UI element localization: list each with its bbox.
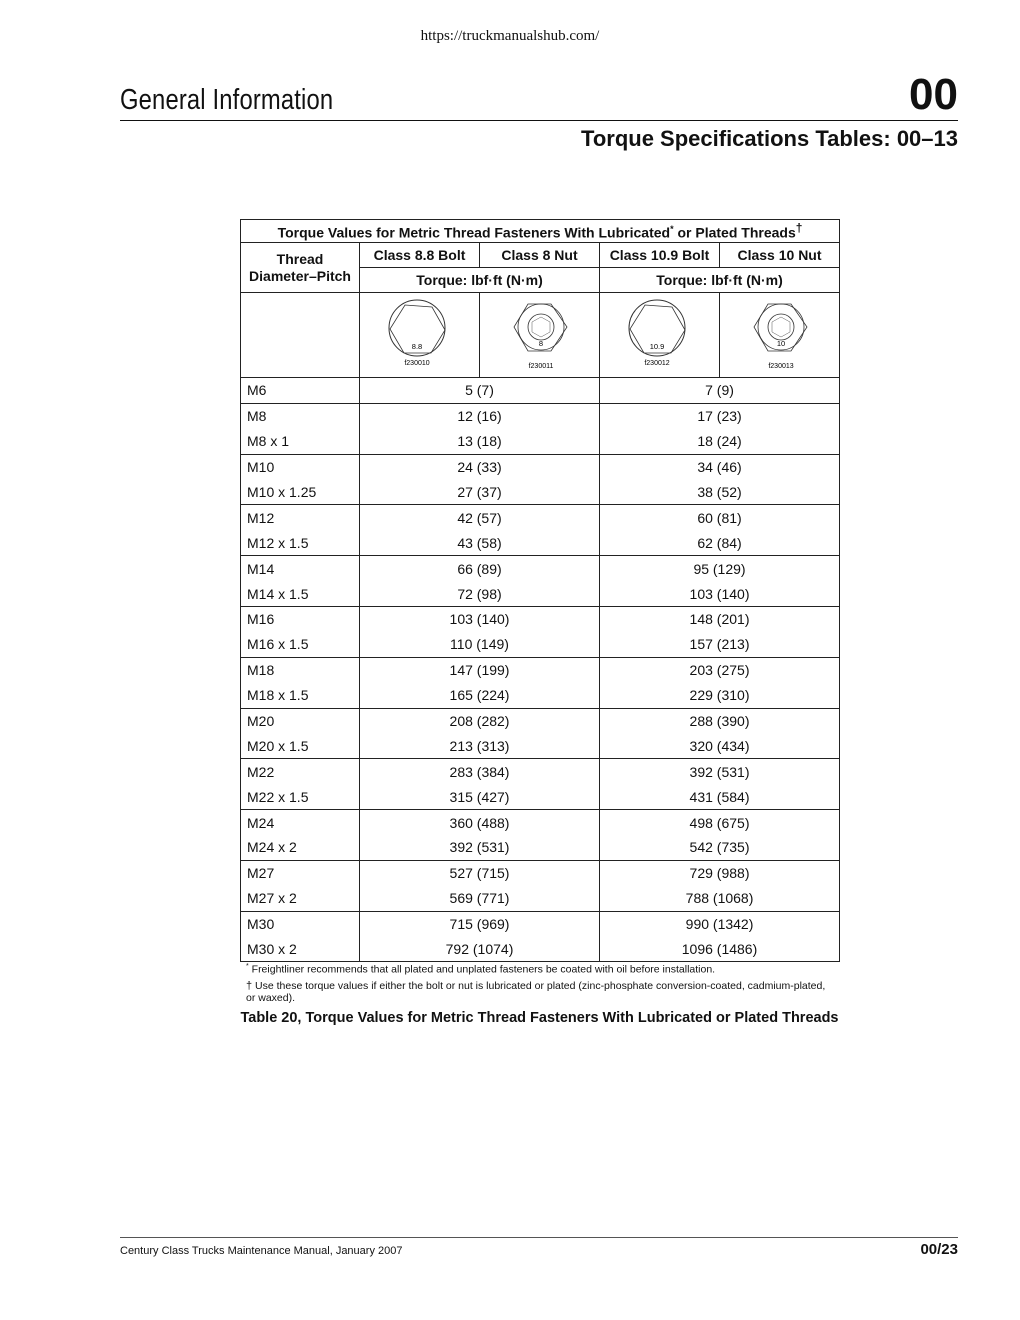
class88-torque: 72 (98) [360, 581, 600, 606]
nut-icon [485, 295, 595, 375]
thread-size: M10 [241, 454, 360, 479]
class88-torque: 360 (488) [360, 810, 600, 835]
nut-icon [725, 295, 835, 375]
table-row [241, 759, 840, 784]
class10-nut-figure [720, 293, 840, 378]
torque-table [240, 219, 840, 962]
section-number: 00 [909, 70, 958, 119]
svg-text:f230013: f230013 [767, 363, 794, 370]
image-row-blank [241, 293, 360, 378]
class88-torque: 213 (313) [360, 733, 600, 758]
table-row [241, 810, 840, 835]
bolt-head-icon [605, 295, 715, 375]
class109-torque: 38 (52) [600, 480, 840, 505]
thread-size: M27 x 2 [241, 886, 360, 911]
class88-torque: 24 (33) [360, 454, 600, 479]
footer-page-number: 00/23 [920, 1241, 958, 1258]
source-url[interactable]: https://truckmanualshub.com/ [420, 28, 600, 44]
class88-torque: 12 (16) [360, 403, 600, 428]
thread-size: M18 x 1.5 [241, 683, 360, 708]
table-row [241, 911, 840, 936]
table-row [241, 632, 840, 657]
thread-size: M12 x 1.5 [241, 530, 360, 555]
table-row [241, 454, 840, 479]
table-row [241, 784, 840, 809]
table-title: Torque Values for Metric Thread Fasteners With Lubricated* or Plated Threads† [241, 220, 840, 243]
table-row [241, 480, 840, 505]
table-row [241, 378, 840, 404]
class109-torque: 95 (129) [600, 556, 840, 581]
torque-unit-left: Torque: lbf·ft (N·m) [360, 268, 600, 293]
class88-torque: 208 (282) [360, 708, 600, 733]
thread-size: M22 x 1.5 [241, 784, 360, 809]
class88-torque: 527 (715) [360, 860, 600, 885]
class109-bolt-figure [600, 293, 720, 378]
table-row [241, 530, 840, 555]
svg-text:8: 8 [538, 339, 543, 348]
table-row [241, 733, 840, 758]
class88-torque: 66 (89) [360, 556, 600, 581]
class88-torque: 43 (58) [360, 530, 600, 555]
svg-text:f230010: f230010 [403, 360, 430, 367]
footer-manual-name: Century Class Trucks Maintenance Manual, January 2007 [120, 1245, 403, 1257]
header-rule [120, 120, 958, 121]
page-subtitle: Torque Specifications Tables: 00–13 [581, 126, 958, 151]
class109-torque: 431 (584) [600, 784, 840, 809]
class88-torque: 13 (18) [360, 429, 600, 454]
table-row [241, 860, 840, 885]
class88-bolt-figure [360, 293, 480, 378]
svg-text:8.8: 8.8 [411, 342, 422, 351]
class109-torque: 60 (81) [600, 505, 840, 530]
bolt-head-icon [365, 295, 475, 375]
class88-torque: 42 (57) [360, 505, 600, 530]
class88-torque: 110 (149) [360, 632, 600, 657]
class88-torque: 792 (1074) [360, 937, 600, 962]
class88-bolt-header: Class 8.8 Bolt [360, 243, 480, 268]
class88-torque: 5 (7) [360, 378, 600, 404]
footnote-star: * Freightliner recommends that all plated and unplated fasteners be coated with oil before installation. [246, 963, 716, 976]
class109-torque: 229 (310) [600, 683, 840, 708]
thread-size: M12 [241, 505, 360, 530]
class109-torque: 62 (84) [600, 530, 840, 555]
class8-nut-header: Class 8 Nut [480, 243, 600, 268]
thread-size: M16 [241, 607, 360, 632]
class109-torque: 7 (9) [600, 378, 840, 404]
class109-torque: 990 (1342) [600, 911, 840, 936]
table-row [241, 429, 840, 454]
thread-column-header: Thread Diameter–Pitch [241, 243, 360, 293]
class109-torque: 103 (140) [600, 581, 840, 606]
class109-torque: 1096 (1486) [600, 937, 840, 962]
svg-text:f230011: f230011 [528, 363, 553, 370]
class109-torque: 34 (46) [600, 454, 840, 479]
thread-size: M8 x 1 [241, 429, 360, 454]
svg-text:10.9: 10.9 [649, 342, 664, 351]
class88-torque: 569 (771) [360, 886, 600, 911]
table-row [241, 708, 840, 733]
thread-size: M6 [241, 378, 360, 404]
table-row [241, 886, 840, 911]
class109-bolt-header: Class 10.9 Bolt [600, 243, 720, 268]
thread-size: M10 x 1.25 [241, 480, 360, 505]
table-row [241, 683, 840, 708]
class109-torque: 203 (275) [600, 657, 840, 682]
table-row [241, 581, 840, 606]
class88-torque: 392 (531) [360, 835, 600, 860]
class88-torque: 27 (37) [360, 480, 600, 505]
thread-size: M24 [241, 810, 360, 835]
class10-nut-header: Class 10 Nut [720, 243, 840, 268]
class8-nut-figure [480, 293, 600, 378]
table-row [241, 403, 840, 428]
class88-torque: 283 (384) [360, 759, 600, 784]
class109-torque: 320 (434) [600, 733, 840, 758]
table-row [241, 607, 840, 632]
thread-size: M22 [241, 759, 360, 784]
section-title: General Information [120, 84, 334, 116]
thread-size: M24 x 2 [241, 835, 360, 860]
class109-torque: 392 (531) [600, 759, 840, 784]
thread-size: M30 x 2 [241, 937, 360, 962]
class88-torque: 103 (140) [360, 607, 600, 632]
thread-size: M20 [241, 708, 360, 733]
svg-text:f230012: f230012 [643, 360, 670, 367]
class109-torque: 157 (213) [600, 632, 840, 657]
class109-torque: 17 (23) [600, 403, 840, 428]
class88-torque: 315 (427) [360, 784, 600, 809]
torque-rows [241, 378, 840, 962]
thread-size: M16 x 1.5 [241, 632, 360, 657]
class109-torque: 788 (1068) [600, 886, 840, 911]
table-row [241, 556, 840, 581]
table-row [241, 505, 840, 530]
thread-size: M14 x 1.5 [241, 581, 360, 606]
thread-size: M14 [241, 556, 360, 581]
table-caption: Table 20, Torque Values for Metric Thread Fasteners With Lubricated or Plated Threads [240, 1010, 839, 1026]
thread-size: M20 x 1.5 [241, 733, 360, 758]
table-row [241, 835, 840, 860]
class88-torque: 147 (199) [360, 657, 600, 682]
class88-torque: 165 (224) [360, 683, 600, 708]
class109-torque: 148 (201) [600, 607, 840, 632]
footnote-dagger: † Use these torque values if either the bolt or nut is lubricated or plated (zinc-phosphate conversion-coated, cadmium-plated, or waxed). [246, 980, 826, 1004]
class109-torque: 729 (988) [600, 860, 840, 885]
class88-torque: 715 (969) [360, 911, 600, 936]
class109-torque: 288 (390) [600, 708, 840, 733]
class109-torque: 18 (24) [600, 429, 840, 454]
thread-size: M18 [241, 657, 360, 682]
class109-torque: 498 (675) [600, 810, 840, 835]
torque-unit-right: Torque: lbf·ft (N·m) [600, 268, 840, 293]
svg-text:10: 10 [776, 339, 785, 348]
thread-size: M8 [241, 403, 360, 428]
thread-size: M30 [241, 911, 360, 936]
class109-torque: 542 (735) [600, 835, 840, 860]
thread-size: M27 [241, 860, 360, 885]
table-row [241, 937, 840, 962]
table-row [241, 657, 840, 682]
footer-rule [120, 1237, 958, 1238]
